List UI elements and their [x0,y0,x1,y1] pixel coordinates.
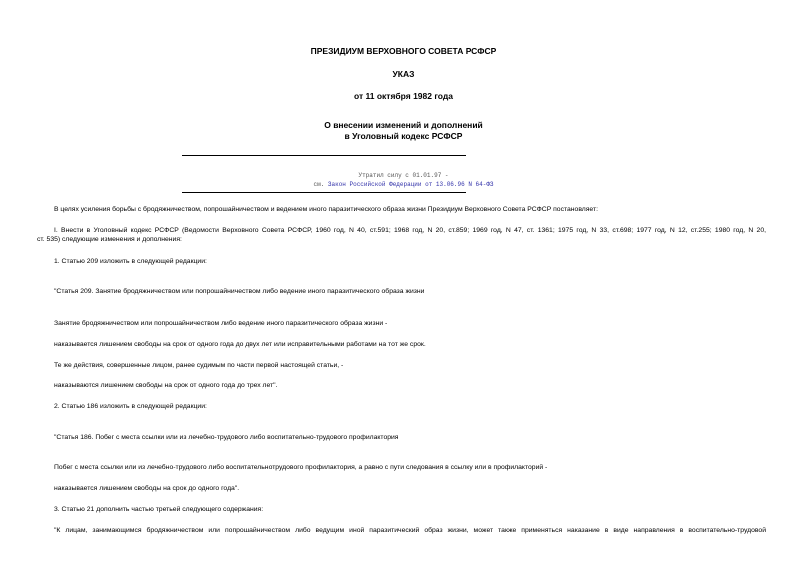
title-line-1: О внесении изменений и дополнений [324,120,483,130]
article-186-paragraph-2: наказывается лишением свободы на срок до одного года". [54,485,240,492]
notice-line-2 [0,180,807,189]
item-1: 1. Статью 209 изложить в следующей редакции: [54,258,207,265]
document-type: УКАЗ [392,69,415,79]
issuing-body: ПРЕЗИДИУМ ВЕРХОВНОГО СОВЕТА РСФСР [310,46,497,56]
title-line-2: в Уголовный кодекс РСФСР [344,131,463,141]
article-21-paragraph-1: "К лицам, занимающимся бродяжничеством или попрошайничеством либо ведущим иной паразитический образ жизни, может также применяться наказание в виде направления в воспитательно-трудовой [54,527,766,534]
item-2: 2. Статью 186 изложить в следующей редакции: [54,403,207,410]
notice-prefix: см. [313,181,325,188]
article-209-paragraph-3: Те же действия, совершенные лицом, ранее судимым по части первой настоящей статьи, - [54,362,344,369]
intro-paragraph: В целях усиления борьбы с бродяжничеством, попрошайничеством и ведением иного паразитического образа жизни Президиум Верховного Совета РСФСР постановляет: [54,206,598,213]
article-209-paragraph-1: Занятие бродяжничеством или попрошайничеством либо ведение иного паразитического образа жизни - [54,320,388,327]
article-209-title: "Статья 209. Занятие бродяжничеством или попрошайничеством либо ведение иного паразитического образа жизни [54,288,425,295]
repeal-law-link[interactable]: Закон Российской Федерации от 13.06.96 N 64-ФЗ [327,181,494,188]
notice-top-rule [182,155,466,156]
article-186-title: "Статья 186. Побег с места ссылки или из лечебно-трудового либо воспитательно-трудового профилактория [54,434,399,441]
notice-line-1: Утратил силу с 01.01.97 - [358,172,449,179]
article-209-paragraph-2: наказывается лишением свободы на срок от одного года до двух лет или исправительными работами на тот же срок. [54,341,426,348]
item-3: 3. Статью 21 дополнить частью третьей следующего содержания: [54,506,264,513]
article-209-paragraph-4: наказываются лишением свободы на срок от одного года до трех лет". [54,382,278,389]
document-date: от 11 октября 1982 года [354,91,453,101]
part-1-line-2: ст. 535) следующие изменения и дополнения: [37,236,182,243]
part-1-line-1: I. Внести в Уголовный кодекс РСФСР (Ведомости Верховного Совета РСФСР, 1960 год, N 40, ст.591; 1968 год, N 20, ст.859; 1969 год, N 47, ст. 1361; 1975 год, N 33, ст.698; 1977 год, N 12, ст.255; 1980 год, N 20, [54,227,766,234]
notice-bottom-rule [182,192,466,193]
article-186-paragraph-1: Побег с места ссылки или из лечебно-трудового либо воспитательнотрудового профилактория, а равно с пути следования в ссылку или в профилакторий - [54,464,548,471]
